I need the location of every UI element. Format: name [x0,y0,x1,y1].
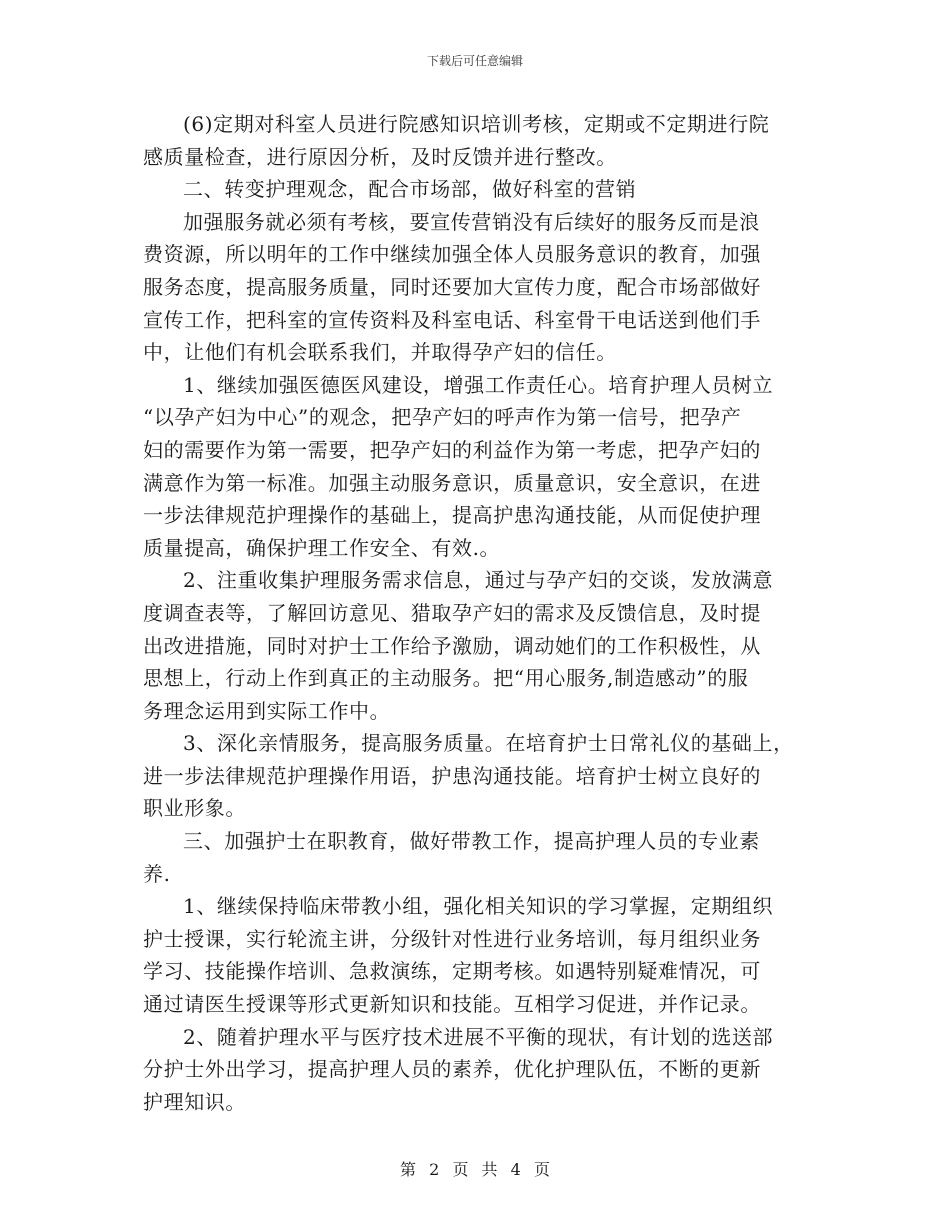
text-line: 通过请医生授课等形式更新知识和技能。互相学习促进，并作记录。 [143,992,761,1017]
section-heading: 三、加强护士在职教育，做好带教工作，提高护理人员的专业素 [183,829,760,854]
text-line: 质量提高，确保护理工作安全、有效.。 [143,535,501,560]
footer-suffix: 页 [533,1160,550,1179]
text-line: “以孕产妇为中心”的观念，把孕产妇的呼声作为第一信号，把孕产 [143,405,742,430]
text-line: 务理念运用到实际工作中。 [143,698,391,723]
text-line: 2、随着护理水平与医疗技术进展不平衡的现状，有计划的选送部 [183,1024,774,1049]
text-line: 学习、技能操作培训、急救演练，定期考核。如遇特别疑难情况，可 [143,959,761,984]
text-line: 服务态度，提高服务质量，同时还要加大宣传力度，配合市场部做好 [143,274,761,299]
text-line: 护士授课，实行轮流主讲，分级针对性进行业务培训，每月组织业务 [143,926,761,951]
page-footer [0,1157,950,1180]
text-line: 一步法律规范护理操作的基础上，提高护患沟通技能，从而促使护理 [143,503,761,528]
text-line: 感质量检查，进行原因分析，及时反馈并进行整改。 [143,144,617,169]
text-line: 出改进措施，同时对护士工作给予激励，调动她们的工作积极性，从 [143,633,761,658]
text-line: 度调查表等，了解回访意见、猎取孕产妇的需求及反馈信息，及时提 [143,600,761,625]
text-line: 养. [143,861,171,886]
text-line: 满意作为第一标准。加强主动服务意识，质量意识，安全意识，在进 [143,470,761,495]
text-line: 1、继续加强医德医风建设，增强工作责任心。培育护理人员树立 [183,372,774,397]
text-line: 2、注重收集护理服务需求信息，通过与孕产妇的交谈，发放满意 [183,568,774,593]
text-line: 1、继续保持临床带教小组，强化相关知识的学习掌握，定期组织 [183,894,774,919]
text-line: (6)定期对科室人员进行院感知识培训考核，定期或不定期进行院 [183,112,770,136]
text-line: 护理知识。 [143,1089,246,1114]
text-line: 分护士外出学习，提高护理人员的素养，优化护理队伍，不断的更新 [143,1057,761,1082]
footer-page-number: 2 [429,1160,440,1179]
text-line: 中，让他们有机会联系我们，并取得孕产妇的信任。 [143,340,617,365]
text-line: 妇的需要作为第一需要，把孕产妇的利益作为第一考虑，把孕产妇的 [143,437,761,462]
text-line: 思想上，行动上作到真正的主动服务。把“用心服务,制造感动”的服 [143,666,749,691]
text-line: 费资源，所以明年的工作中继续加强全体人员服务意识的教育，加强 [143,242,761,267]
page-header: 下载后可任意编辑 [426,54,523,68]
footer-mid: 页 [452,1160,469,1179]
footer-total-pages: 4 [510,1160,521,1179]
text-line: 宣传工作，把科室的宣传资料及科室电话、科室骨干电话送到他们手 [143,307,761,332]
section-heading: 二、转变护理观念，配合市场部，做好科室的营销 [183,177,637,202]
text-line: 职业形象。 [143,796,246,821]
footer-total-label: 共 [481,1160,498,1179]
text-line: 3、深化亲情服务，提高服务质量。在培育护士日常礼仪的基础上， [183,731,794,756]
text-line: 加强服务就必须有考核，要宣传营销没有后续好的服务反而是浪 [183,209,760,234]
document-body [143,108,808,1118]
footer-prefix: 第 [400,1160,417,1179]
text-line: 进一步法律规范护理操作用语，护患沟通技能。培育护士树立良好的 [143,763,761,788]
